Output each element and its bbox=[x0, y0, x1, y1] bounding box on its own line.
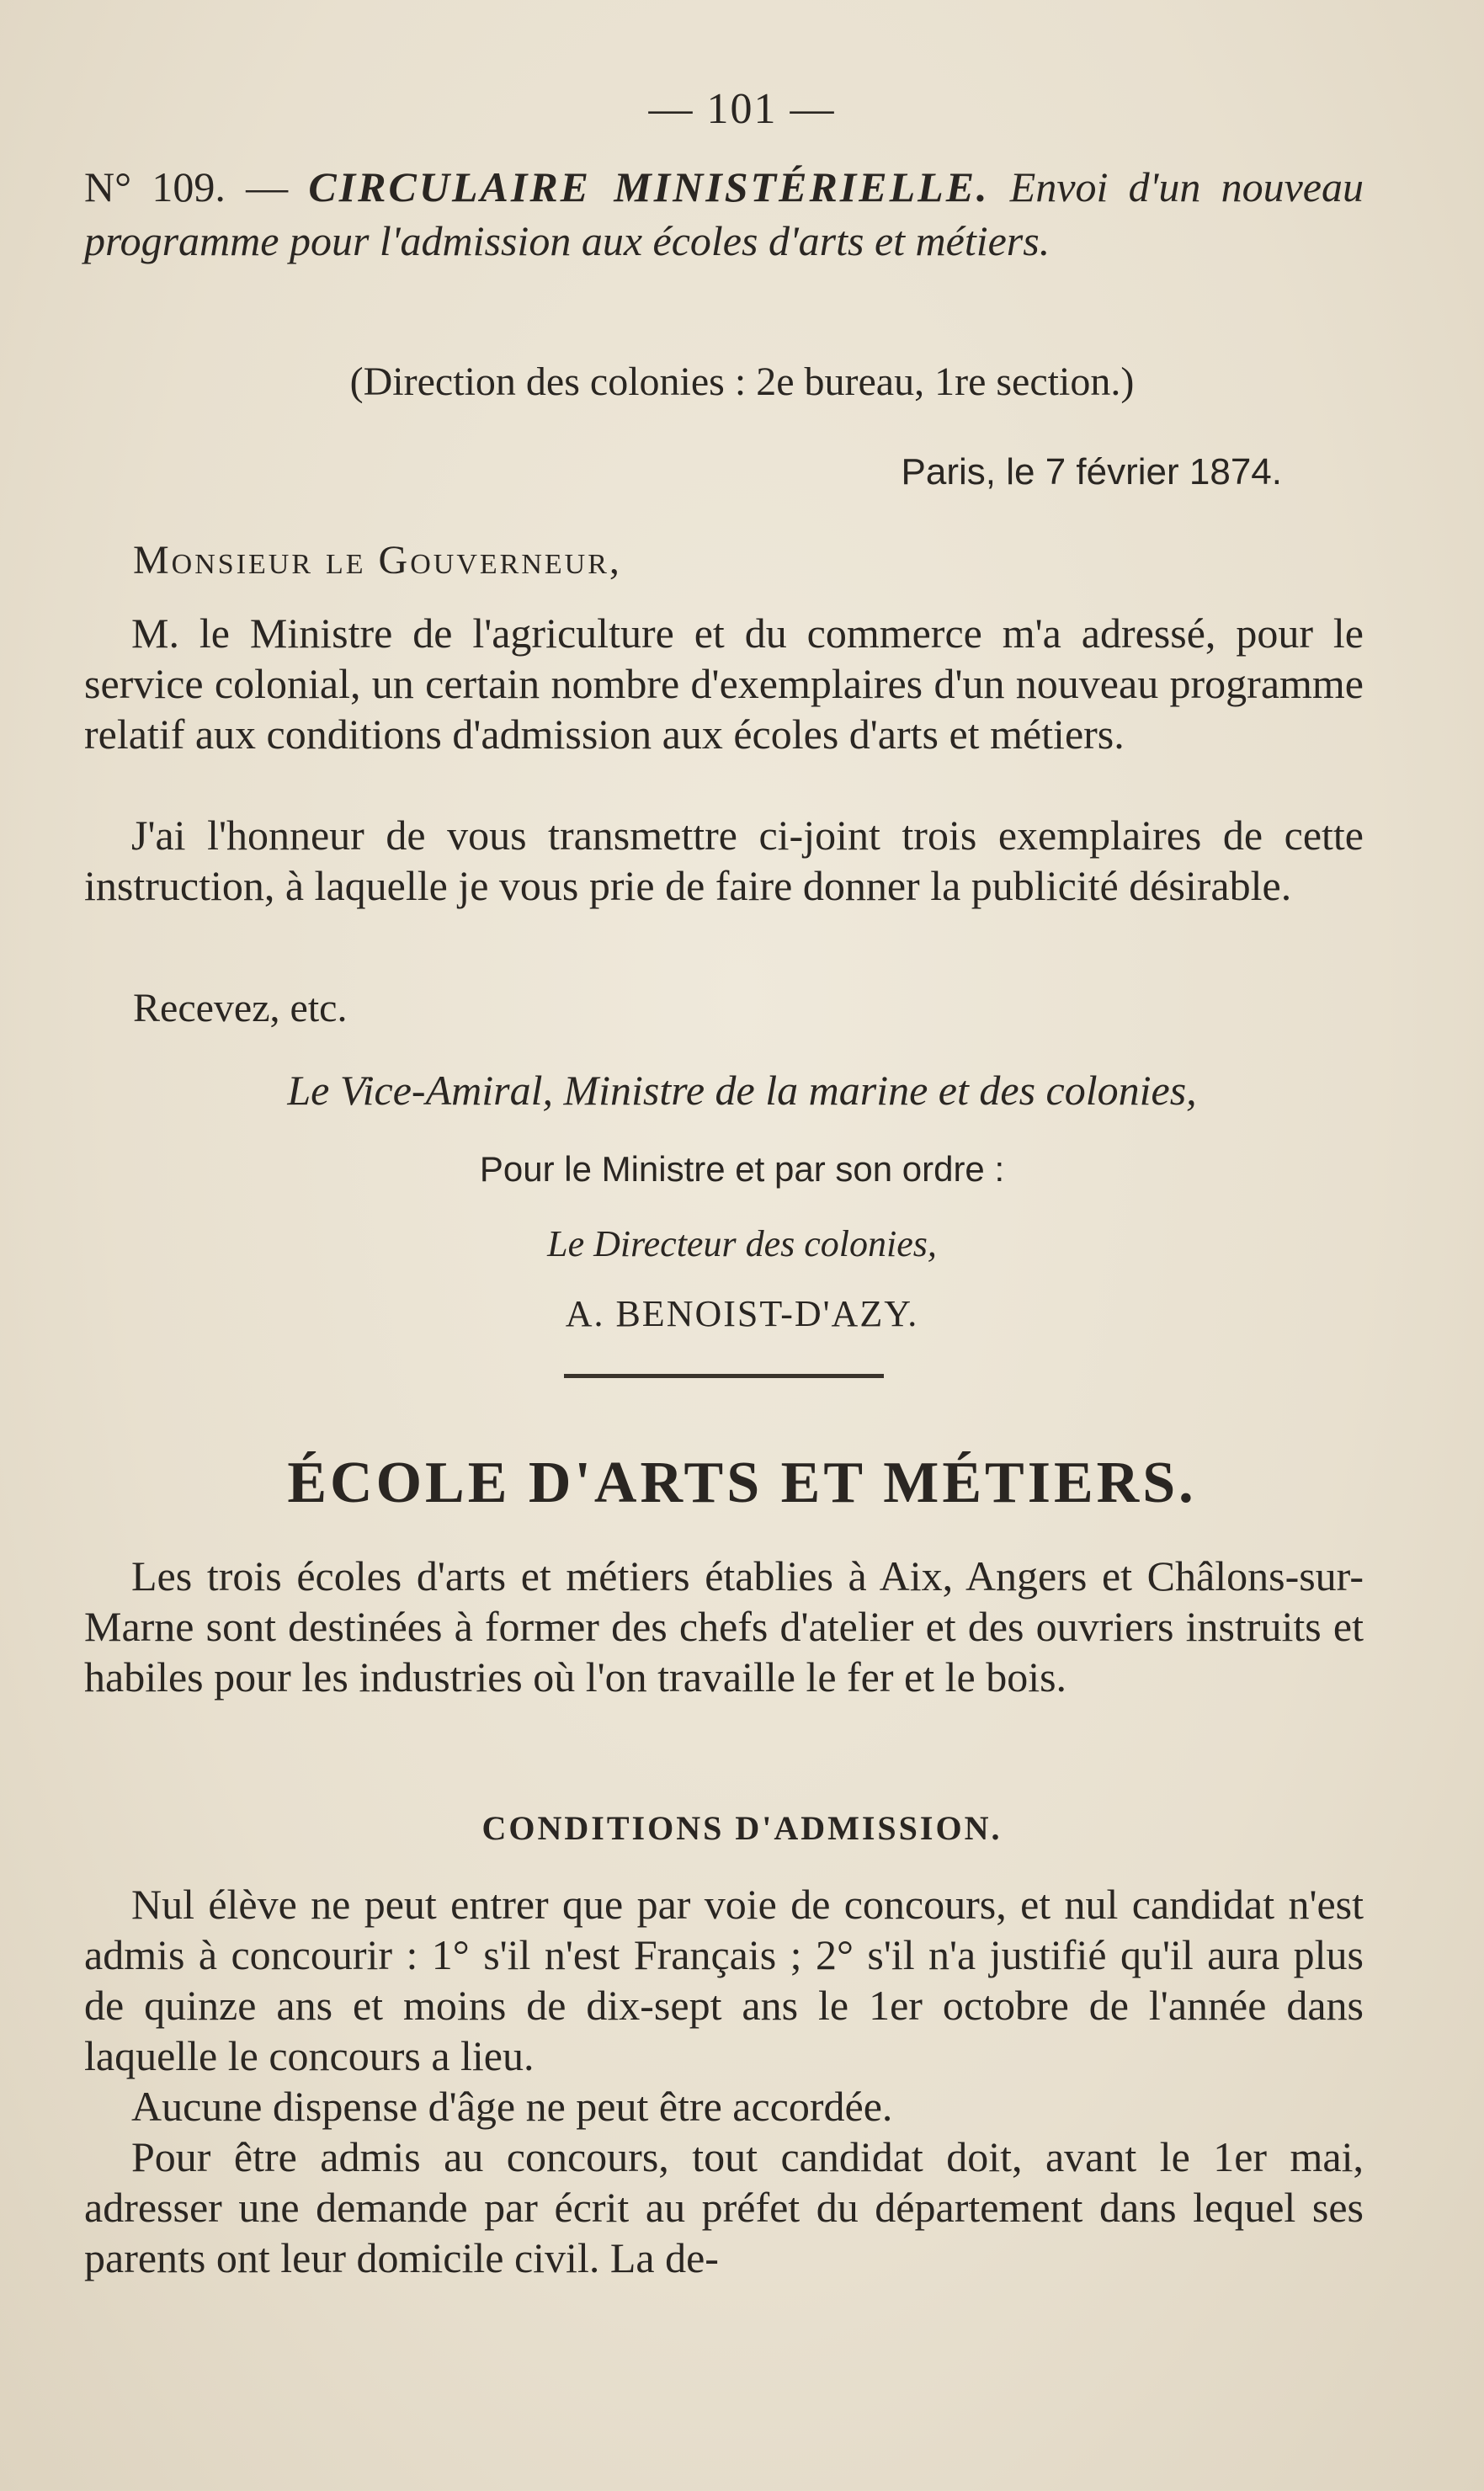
signature-title: Le Vice-Amiral, Ministre de la marine et des colonies, bbox=[287, 1067, 1197, 1114]
section-divider bbox=[564, 1374, 884, 1378]
conditions-paragraph-1: Nul élève ne peut entrer que par voie de concours, et nul candidat n'est admis à concourir : 1° s'il n'est Français ; 2° s'il n'a justifié qu'il aura plus de quinze ans et moins de dix-sept ans le 1er octobre de l'année dans laquelle le concours a lieu. bbox=[84, 1881, 1364, 2079]
circular-number: N° 109. — bbox=[84, 163, 289, 210]
circular-heading bbox=[84, 160, 1364, 268]
circular-subject: Envoi d'un nouveau programme pour l'admission aux écoles d'arts et métiers. bbox=[84, 163, 1364, 264]
intro-paragraph: Les trois écoles d'arts et métiers établies à Aix, Angers et Châlons-sur-Marne sont destinées à former des chefs d'atelier et des ouvriers instruits et habiles pour les industries où l'on travaille le fer et le bois. bbox=[84, 1552, 1364, 1701]
page-number: — 101 — bbox=[648, 85, 836, 133]
circular-type: CIRCULAIRE MINISTÉRIELLE. bbox=[308, 163, 990, 210]
conditions-paragraph-2: Aucune dispense d'âge ne peut être accordée. bbox=[131, 2083, 893, 2130]
signature-role: Le Directeur des colonies, bbox=[547, 1223, 937, 1264]
section-title: ÉCOLE D'ARTS ET MÉTIERS. bbox=[287, 1450, 1197, 1515]
subsection-title: CONDITIONS D'ADMISSION. bbox=[481, 1809, 1003, 1847]
signature-name: A. BENOIST-D'AZY. bbox=[565, 1293, 919, 1334]
letter-paragraph-2: J'ai l'honneur de vous transmettre ci-joint trois exemplaires de cette instruction, à laquelle je vous prie de faire donner la publicité désirable. bbox=[84, 812, 1364, 909]
closing-formula: Recevez, etc. bbox=[133, 986, 348, 1030]
dateline: Paris, le 7 février 1874. bbox=[901, 451, 1282, 492]
letter-paragraph-1: M. le Ministre de l'agriculture et du commerce m'a adressé, pour le service colonial, un certain nombre d'exemplaires d'un nouveau programme relatif aux conditions d'admission aux écoles d'arts et métiers. bbox=[84, 609, 1364, 758]
salutation: Monsieur le Gouverneur, bbox=[133, 538, 622, 583]
signature-authority: Pour le Ministre et par son ordre : bbox=[479, 1149, 1005, 1189]
direction-line: (Direction des colonies : 2e bureau, 1re section.) bbox=[349, 359, 1135, 404]
conditions-paragraph-3: Pour être admis au concours, tout candidat doit, avant le 1er mai, adresser une demande par écrit au préfet du département dans lequel ses parents ont leur domicile civil. La de- bbox=[84, 2133, 1364, 2281]
